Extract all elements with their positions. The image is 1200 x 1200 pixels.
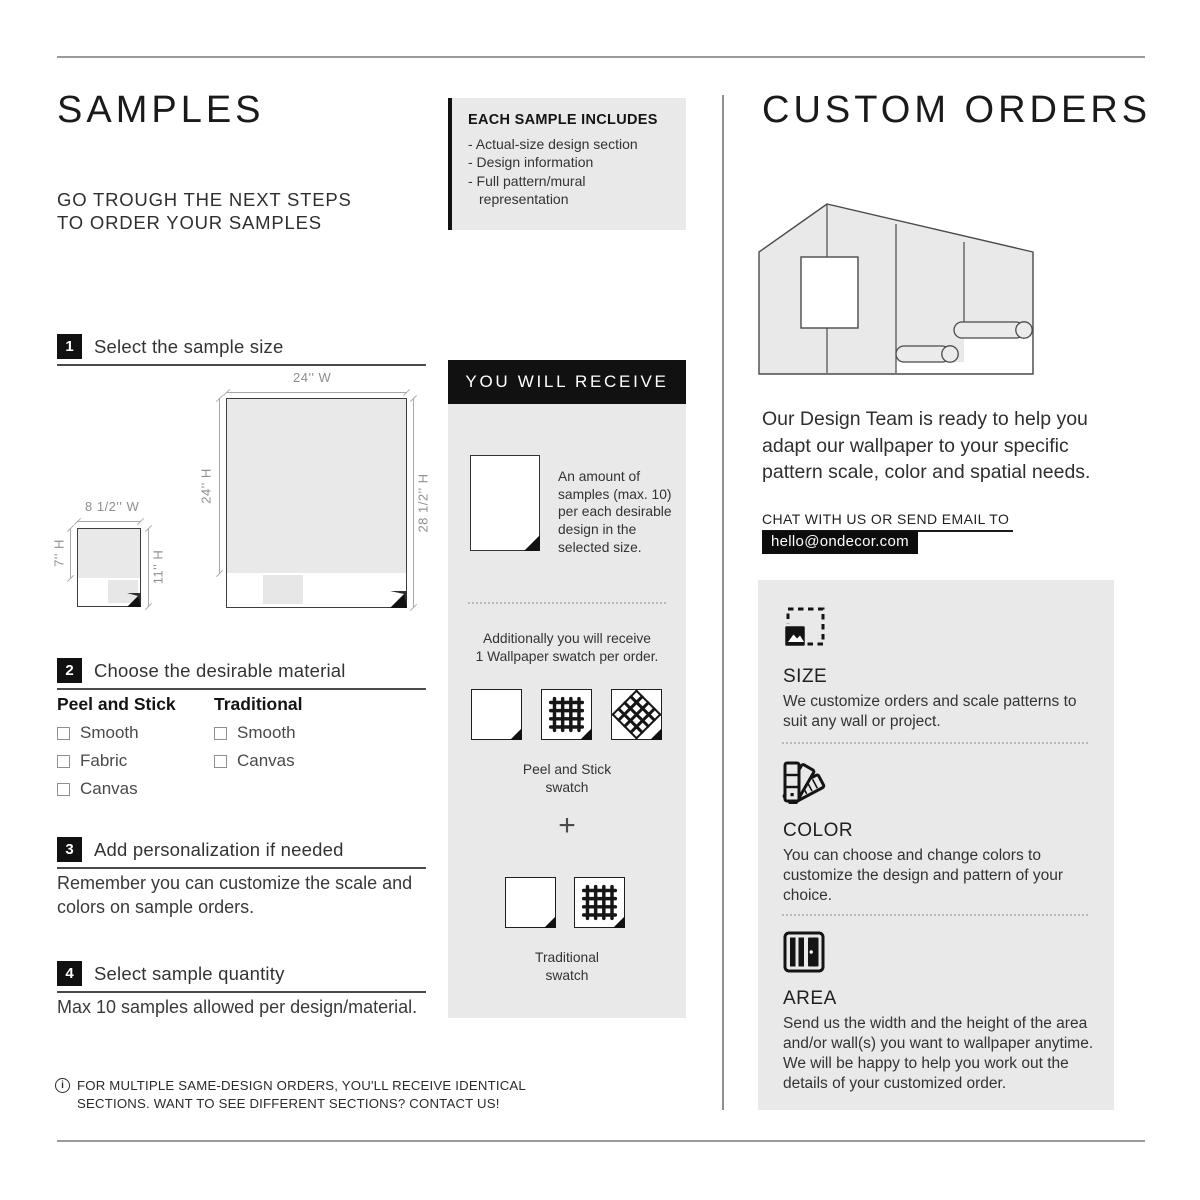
custom-orders-title: CUSTOM ORDERS	[762, 89, 1152, 131]
sample-size-diagram	[51, 368, 437, 618]
crosshatch-swatch-icon	[611, 689, 662, 740]
step-1-header	[57, 334, 426, 366]
wallpaper-roll-icon	[896, 346, 958, 362]
color-swatches-icon	[782, 760, 826, 804]
includes-item: - Design information	[468, 154, 594, 171]
samples-intro	[57, 188, 352, 235]
wallpaper-wall-illustration	[758, 196, 1038, 382]
samples-intro-line2: TO ORDER YOUR SAMPLES	[57, 212, 322, 234]
includes-item: - Full pattern/mural representation	[468, 172, 586, 208]
bottom-divider-line	[57, 1140, 1145, 1142]
blank-swatch-icon	[505, 877, 556, 928]
feature-desc-area: Send us the width and the height of the area and/or wall(s) you want to wallpaper anytime. We will be happy to help you work out the details of your customized order.	[783, 1015, 1094, 1093]
large-sheet-width-label: 24'' W	[293, 370, 332, 385]
step-3-number-badge: 3	[57, 837, 82, 862]
grid-swatch-icon	[574, 877, 625, 928]
step-2-title: Choose the desirable material	[94, 659, 346, 681]
traditional-heading: Traditional	[214, 694, 303, 714]
step-1-number-badge: 1	[57, 334, 82, 359]
info-icon: i	[55, 1078, 70, 1093]
crosshatch-pattern	[612, 690, 661, 739]
feature-desc-color: You can choose and change colors to customize the design and pattern of your choice.	[783, 847, 1064, 905]
dotted-separator	[782, 914, 1088, 916]
option-peel-fabric[interactable]	[57, 751, 176, 771]
peel-and-stick-column	[57, 694, 176, 799]
vertical-divider-line	[722, 95, 724, 1110]
chat-with-us-label: CHAT WITH US OR SEND EMAIL TO	[762, 511, 1013, 532]
blank-swatch-icon	[471, 689, 522, 740]
large-sheet-thumbnail	[263, 575, 303, 604]
large-sheet-left-height-text: 24'' H	[198, 468, 214, 504]
top-divider-line	[57, 56, 1145, 58]
checkbox-icon[interactable]	[214, 755, 227, 768]
traditional-column	[214, 694, 302, 771]
dotted-separator	[782, 742, 1088, 744]
large-sheet-left-height-dim-line	[219, 398, 220, 574]
samples-title: SAMPLES	[57, 89, 265, 131]
step-3-title: Add personalization if needed	[94, 838, 344, 860]
large-sheet-right-height-dim-line	[413, 398, 414, 608]
small-sheet-left-height-text: 7'' H	[51, 539, 67, 567]
peel-swatch-label-line2: swatch	[545, 780, 589, 795]
email-link[interactable]: hello@ondecor.com	[762, 531, 918, 554]
option-label: Smooth	[80, 723, 139, 742]
large-sample-sheet	[226, 398, 407, 608]
includes-title: EACH SAMPLE INCLUDES	[468, 112, 658, 128]
step-2-number-badge: 2	[57, 658, 82, 683]
grid-swatch-icon	[541, 689, 592, 740]
step-3-note: Remember you can customize the scale and colors on sample orders.	[57, 873, 413, 917]
option-traditional-smooth[interactable]	[214, 723, 302, 743]
large-sheet-width-dim-line	[226, 392, 407, 393]
large-sheet-page-curl-icon	[390, 591, 407, 608]
option-peel-canvas[interactable]	[57, 779, 176, 799]
small-sheet-page-curl-icon	[127, 593, 141, 607]
window	[801, 257, 858, 328]
checkbox-icon[interactable]	[57, 727, 70, 740]
additional-note-line1: Additionally you will receive	[483, 631, 651, 646]
step-4-header	[57, 961, 426, 993]
footnote-text: FOR MULTIPLE SAME-DESIGN ORDERS, YOU'LL RECEIVE IDENTICAL SECTIONS. WANT TO SEE DIFFERENT SECTIONS? CONTACT US!	[77, 1078, 526, 1111]
checkbox-icon[interactable]	[214, 727, 227, 740]
wallpaper-roll-icon	[954, 322, 1032, 338]
samples-intro-line1: GO TROUGH THE NEXT STEPS	[57, 189, 352, 210]
small-sheet-width-dim-line	[77, 521, 141, 522]
dotted-separator	[468, 602, 666, 604]
grid-pattern	[575, 878, 624, 927]
includes-item: - Actual-size design section	[468, 136, 638, 152]
large-sheet-right-height-text: 28 1/2'' H	[415, 473, 431, 533]
peel-swatch-label-line1: Peel and Stick	[522, 762, 612, 777]
option-label: Smooth	[237, 723, 296, 742]
crop-image-icon	[782, 606, 826, 650]
option-label: Canvas	[80, 779, 138, 798]
footnote	[55, 1077, 533, 1112]
small-sheet-right-height-text: 11'' H	[150, 549, 166, 585]
large-sheet-info-band	[227, 573, 406, 607]
customization-features-panel	[758, 580, 1114, 1110]
small-sheet-left-height-dim-line	[70, 528, 71, 579]
step-4-note: Max 10 samples allowed per design/material.	[57, 997, 418, 1017]
feature-name-color: COLOR	[783, 820, 854, 841]
samples-amount-note: An amount of samples (max. 10) per each desirable design in the selected size.	[558, 469, 672, 555]
feature-name-area: AREA	[783, 988, 837, 1009]
option-label: Canvas	[237, 751, 295, 770]
you-will-receive-panel	[448, 404, 686, 1018]
additional-note-line2: 1 Wallpaper swatch per order.	[475, 649, 659, 664]
sample-sheet-icon	[470, 455, 540, 551]
feature-desc-size: We customize orders and scale patterns to suit any wall or project.	[783, 693, 1077, 731]
traditional-swatch-label-line1: Traditional	[535, 950, 599, 965]
grid-pattern	[542, 690, 591, 739]
option-peel-smooth[interactable]	[57, 723, 176, 743]
small-sheet-width-label: 8 1/2'' W	[85, 499, 140, 514]
option-label: Fabric	[80, 751, 128, 770]
feature-name-size: SIZE	[783, 666, 828, 687]
step-1-title: Select the sample size	[94, 335, 284, 357]
checkbox-icon[interactable]	[57, 783, 70, 796]
small-sheet-right-height-dim-line	[148, 528, 149, 607]
step-4-title: Select sample quantity	[94, 962, 285, 984]
wall-panels-door-icon	[782, 930, 826, 974]
each-sample-includes-box	[448, 98, 686, 230]
custom-orders-intro: Our Design Team is ready to help you adapt our wallpaper to your specific pattern scale, color and spatial needs.	[762, 408, 1091, 484]
plus-icon: +	[558, 809, 576, 842]
step-2-header	[57, 658, 426, 690]
you-will-receive-header: YOU WILL RECEIVE	[448, 360, 686, 404]
option-traditional-canvas[interactable]	[214, 751, 302, 771]
peel-and-stick-heading: Peel and Stick	[57, 694, 176, 714]
traditional-swatch-label-line2: swatch	[545, 968, 589, 983]
step-4-number-badge: 4	[57, 961, 82, 986]
checkbox-icon[interactable]	[57, 755, 70, 768]
step-3-header	[57, 837, 426, 869]
small-sample-sheet	[77, 528, 141, 607]
